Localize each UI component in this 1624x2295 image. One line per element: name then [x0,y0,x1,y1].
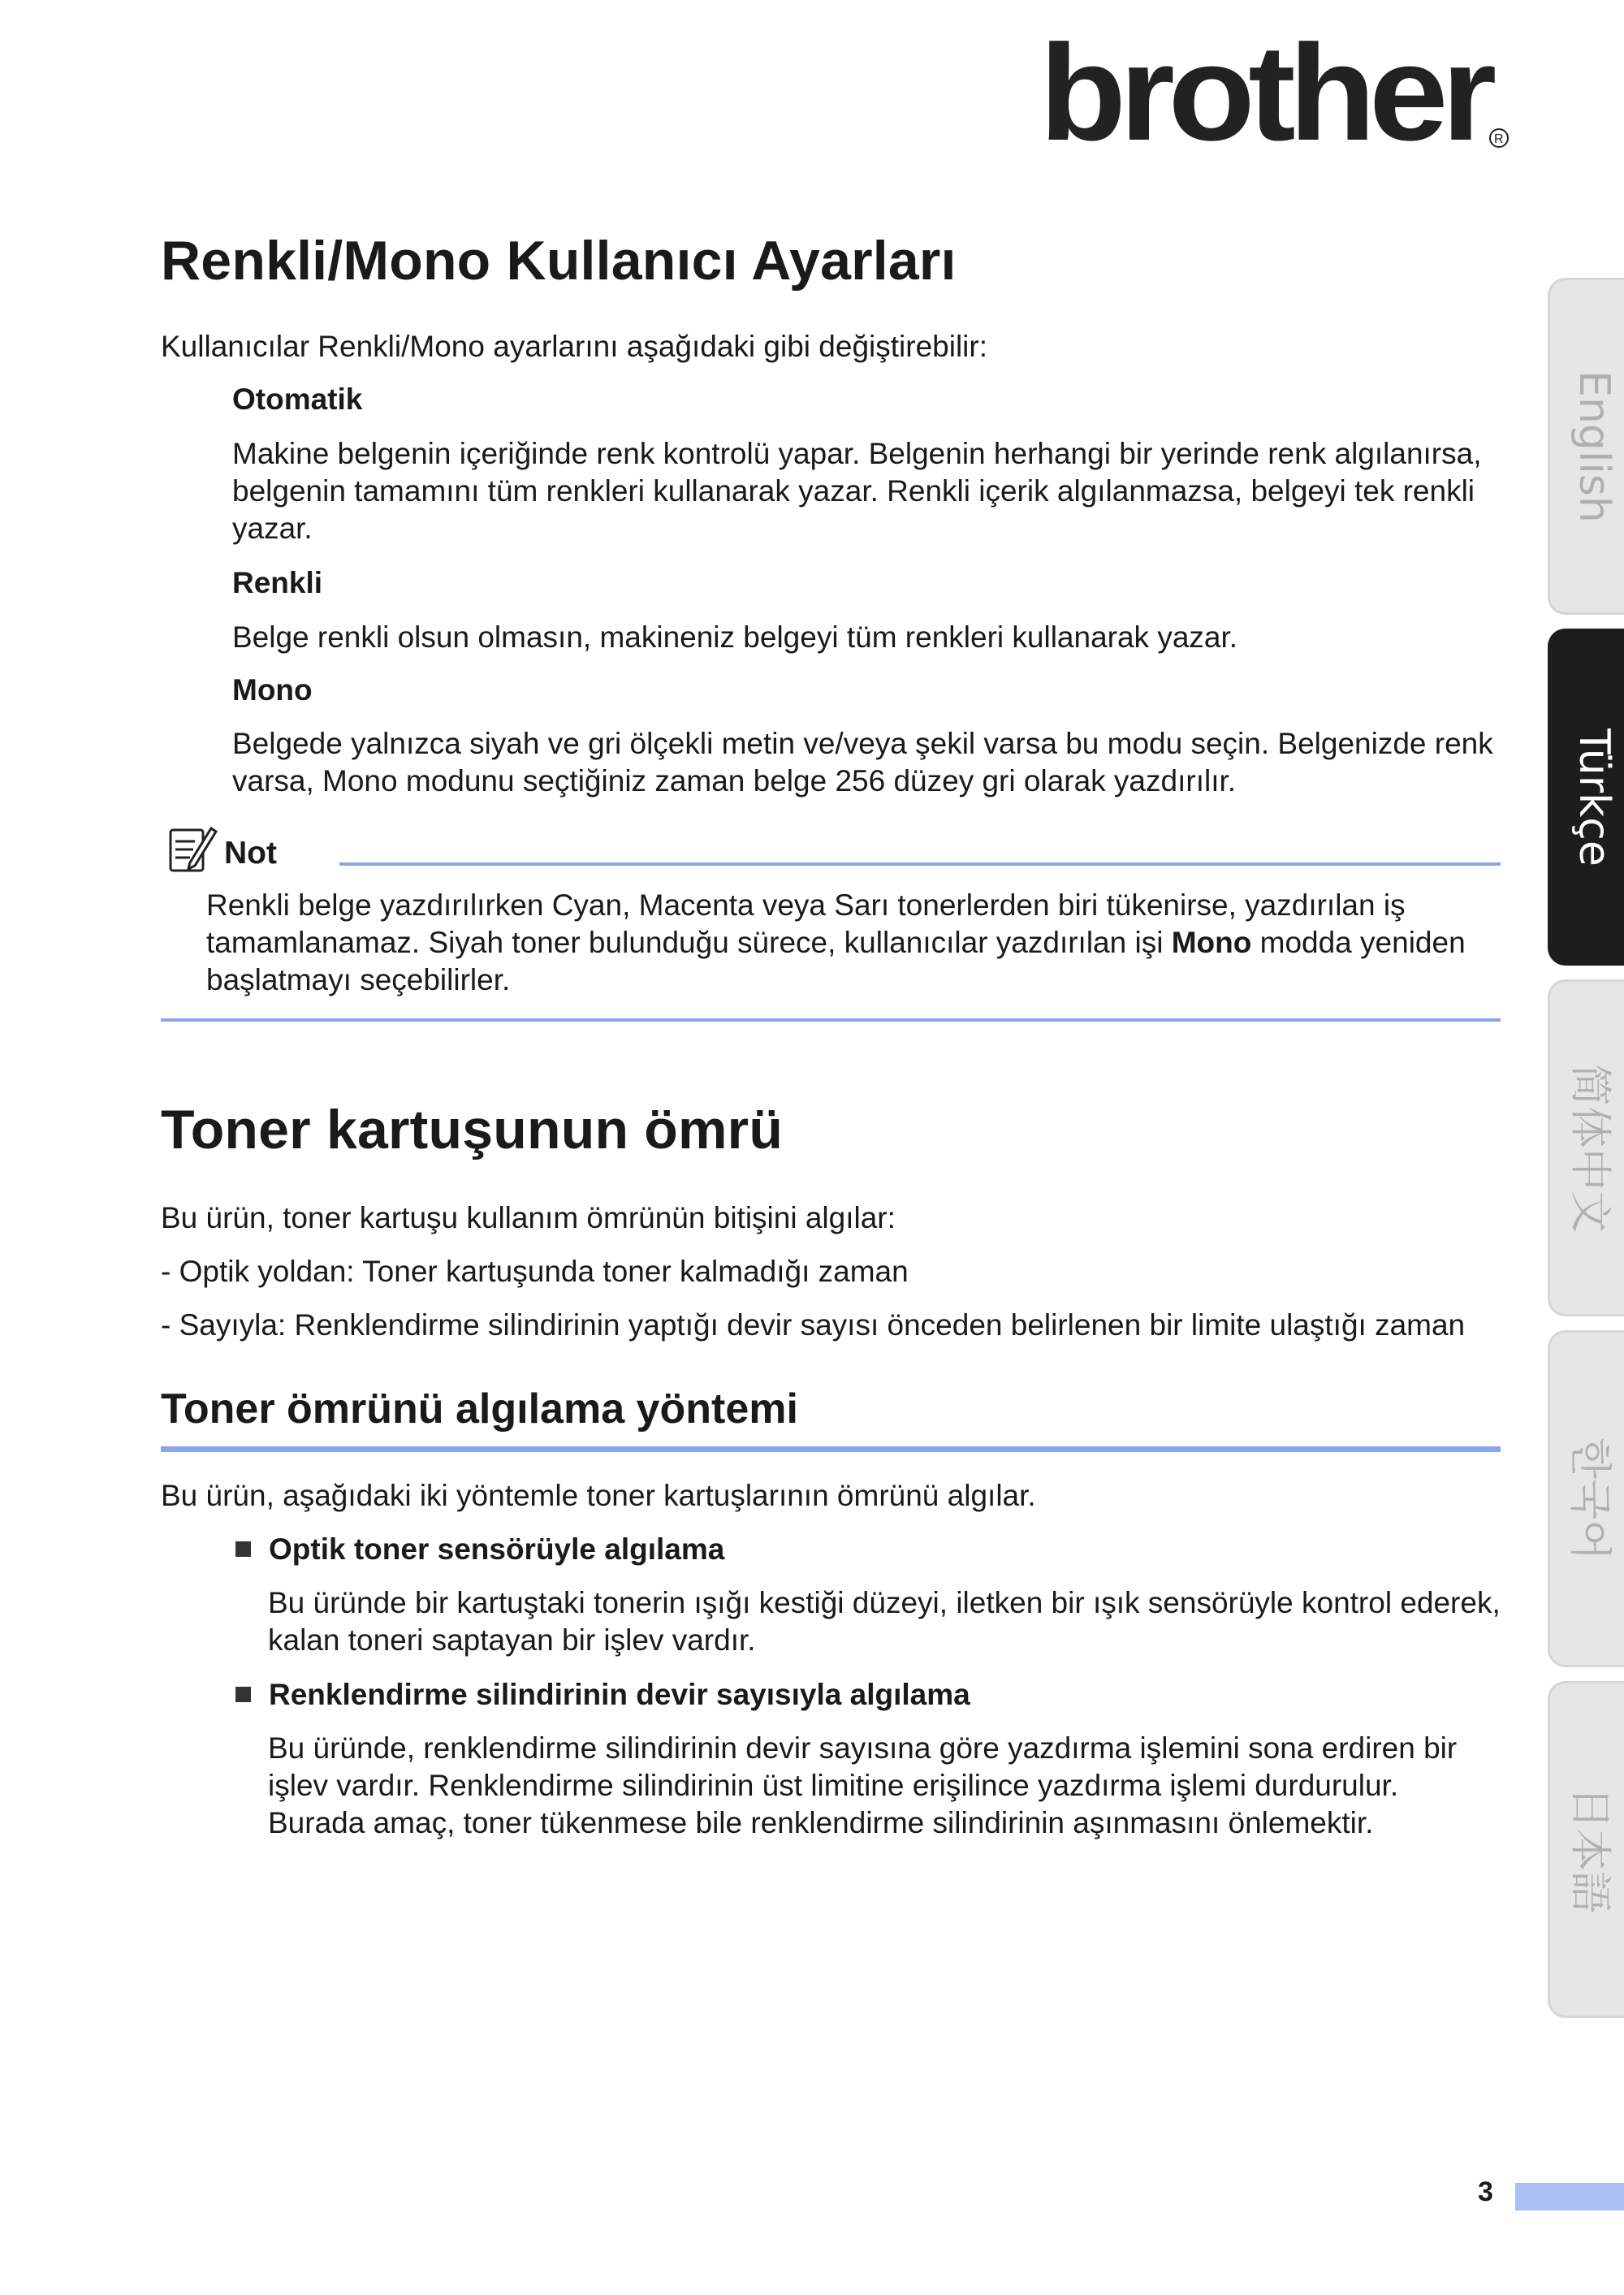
toner-life-line: Bu ürün, toner kartuşu kullanım ömrünün bitişini algılar: [161,1201,896,1234]
note-text: Renkli belge yazdırılırken Cyan, Macenta veya Sarı tonerlerden biri tükenirse, yazdırılan iş tamamlanamaz. Siyah toner bulunduğu sürece, kullanıcılar yazdırılan işi Mono modda yeniden başlatmayı seçebilirler. [206,888,1466,996]
section-intro: Kullanıcılar Renkli/Mono ayarlarını aşağıdaki gibi değiştirebilir: [161,330,987,363]
note-top-rule [339,862,1501,866]
section-title-toner-life: Toner kartuşunun ömrü [161,1099,784,1160]
term-otomatik: Otomatik [232,382,363,416]
note-label: Not [224,836,277,871]
subsection-rule [161,1446,1501,1452]
page-number: 3 [1478,2176,1493,2207]
tab-label: Türkçe [1569,728,1618,867]
bullet-heading: Optik toner sensörüyle algılama [235,1531,1502,1568]
bullet-desc: Bu üründe, renklendirme silindirinin devir sayısına göre yazdırma işlemini sona erdiren bir işlev vardır. Renklendirme silindirinin üst limitine erişilince yazdırma işlemi durdurulur. Burada amaç, toner tükenmese bile renklendirme silindirinin aşınmasını önlemektir. [268,1731,1458,1839]
desc-renkli: Belge renkli olsun olmasın, makineniz belgeyi tüm renkleri kullanarak yazar. [232,620,1238,654]
page-number-bar [1515,2183,1624,2211]
tab-english[interactable] [1548,278,1624,615]
toner-life-line: - Sayıyla: Renklendirme silindirinin yaptığı devir sayısı önceden belirlenen bir limite ulaştığı zaman [161,1308,1466,1342]
svg-text:R: R [1494,132,1504,146]
note-icon [166,822,219,875]
desc-mono: Belgede yalnızca siyah ve gri ölçekli metin ve/veya şekil varsa bu modu seçin. Belgenizde renk varsa, Mono modunu seçtiğiniz zaman belge 256 düzey gri olarak yazdırılır. [232,727,1493,797]
bullet-heading: Renklendirme silindirinin devir sayısıyla algılama [235,1676,1502,1714]
tab-chinese[interactable] [1548,979,1624,1316]
subsection-title-detection: Toner ömrünü algılama yöntemi [161,1385,798,1433]
toner-life-line: - Optik yoldan: Toner kartuşunda toner kalmadığı zaman [161,1255,909,1288]
tab-turkce[interactable] [1548,629,1624,966]
square-bullet-icon [235,1541,251,1557]
tab-label: 한국어 [1565,1437,1613,1560]
section-title-color-mono: Renkli/Mono Kullanıcı Ayarları [161,230,957,292]
svg-text:brother: brother [1039,26,1495,156]
term-renkli: Renkli [232,566,323,599]
tab-label: English [1569,370,1618,523]
desc-otomatik: Makine belgenin içeriğinde renk kontrolü yapar. Belgenin herhangi bir yerinde renk algılanırsa, belgenin tamamını tüm renkleri kullanarak yazar. Renkli içerik algılanmazsa, belgeyi tek renkli yazar. [232,437,1482,545]
square-bullet-icon [235,1687,251,1702]
tab-label: 日本語 [1565,1786,1613,1913]
tab-japanese[interactable] [1548,1681,1624,2018]
detection-intro: Bu ürün, aşağıdaki iki yöntemle toner kartuşlarının ömrünü algılar. [161,1479,1036,1512]
tab-label: 简体中文 [1565,1063,1613,1233]
term-mono: Mono [232,673,313,707]
brother-logo [1039,26,1510,156]
note-bottom-rule [161,1018,1501,1022]
tab-korean[interactable] [1548,1330,1624,1667]
bullet-desc: Bu üründe bir kartuştaki tonerin ışığı kestiği düzeyi, iletken bir ışık sensörüyle kontrol ederek, kalan toneri saptayan bir işlev vardır. [268,1586,1501,1657]
